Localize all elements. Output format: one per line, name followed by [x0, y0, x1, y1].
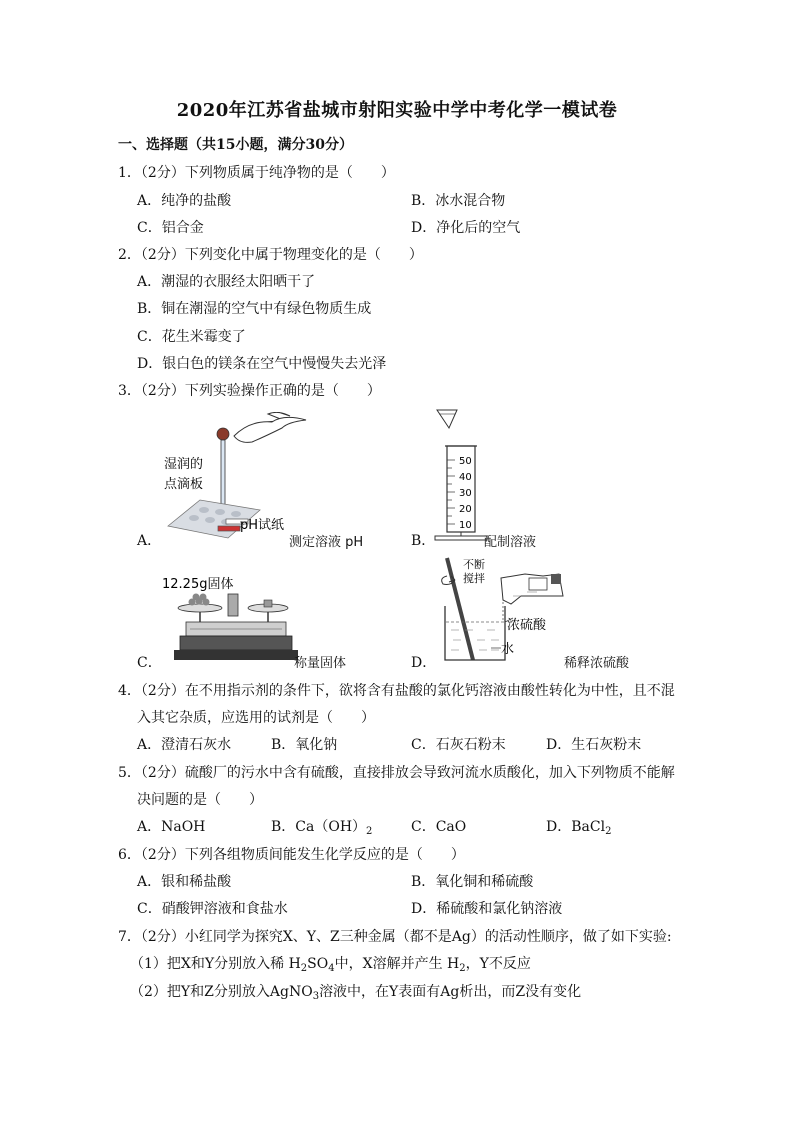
- question-6-stem: 6．（2分）下列各组物质间能发生化学反应的是（ ）: [118, 847, 465, 863]
- q3-option-d: D．: [411, 655, 437, 671]
- q2-option-b: B．铜在潮湿的空气中有绿色物质生成: [137, 301, 372, 317]
- page-title: 2020年江苏省盐城市射阳实验中学中考化学一模试卷: [176, 100, 618, 121]
- fig-c-label: 12.25g固体: [162, 577, 234, 592]
- q2-option-c: C．花生米霉变了: [137, 329, 246, 345]
- fig-d-acid-label: 浓硫酸: [507, 618, 547, 633]
- fig-d-water-label: 水: [501, 642, 515, 657]
- question-3-stem: 3．（2分）下列实验操作正确的是（ ）: [118, 383, 381, 399]
- fig-d-stir-2: 搅拌: [463, 572, 485, 585]
- fig-a-paper-label: pH试纸: [240, 518, 285, 533]
- question-2-stem: 2．（2分）下列变化中属于物理变化的是（ ）: [118, 247, 423, 263]
- question-7-stem: 7．（2分）小红同学为探究X、Y、Z三种金属（都不是Ag）的活动性顺序，做了如下实验:: [118, 929, 672, 945]
- q4-option-c: C．石灰石粉末: [411, 737, 506, 753]
- figure-cylinder: [425, 406, 495, 546]
- section-heading: 一、选择题（共15小题，满分30分）: [118, 137, 353, 153]
- fig-a-label-1: 湿润的: [164, 457, 204, 472]
- q4-option-a: A．澄清石灰水: [137, 737, 232, 753]
- fig-d-caption: 稀释浓硫酸: [564, 656, 630, 671]
- question-4-stem-line-2: 入其它杂质，应选用的试剂是（ ）: [137, 710, 375, 726]
- q2-option-d: D．银白色的镁条在空气中慢慢失去光泽: [137, 356, 387, 372]
- fig-c-caption: 称量固体: [294, 656, 347, 671]
- fig-a-caption: 测定溶液 pH: [289, 535, 364, 550]
- figure-dilution: [433, 556, 593, 666]
- q5-option-b: B．$Ca(OH)_2$: [271, 819, 373, 837]
- figure-balance: [160, 574, 300, 666]
- fig-b-caption: 配制溶液: [484, 535, 537, 550]
- q3-option-a: A．: [137, 533, 162, 549]
- q3-option-b: B．: [411, 533, 436, 549]
- q5-option-d: D．BaCl$_2$: [546, 819, 612, 837]
- q4-option-b: B．氧化钠: [271, 737, 338, 753]
- q4-option-d: D．生石灰粉末: [546, 737, 642, 753]
- q1-option-c: C．铝合金: [137, 220, 204, 236]
- q6-option-c: C．硝酸钾溶液和食盐水: [137, 901, 288, 917]
- fig-d-stir-1: 不断: [463, 558, 485, 571]
- q5-option-c: C．CaO: [411, 819, 467, 835]
- q6-option-d: D．稀硫酸和氯化钠溶液: [411, 901, 563, 917]
- fig-a-label-2: 点滴板: [164, 477, 204, 492]
- q1-option-a: A．纯净的盐酸: [137, 193, 232, 209]
- question-5-stem-line-2: 决问题的是（ ）: [137, 792, 263, 808]
- q7-step-1: （1）把X和Y分别放入稀 $H_2SO_4$中，X溶解并产生 $H_2$，Y不反应: [130, 956, 531, 974]
- cyl-tick-30: 30: [459, 488, 472, 499]
- q1-option-d: D．净化后的空气: [411, 220, 521, 236]
- q6-option-b: B．氧化铜和稀硫酸: [411, 874, 534, 890]
- q6-option-a: A．银和稀盐酸: [137, 874, 232, 890]
- cyl-tick-20: 20: [459, 504, 472, 515]
- q7-step-2: （2）把Y和Z分别放入AgNO$_3$溶液中，在Y表面有Ag析出，而Z没有变化: [130, 984, 582, 1002]
- q3-option-c: C．: [137, 655, 162, 671]
- question-4-stem-line-1: 4．（2分）在不用指示剂的条件下，欲将含有盐酸的氯化钙溶液由酸性转化为中性，且不混: [118, 683, 675, 699]
- question-1-stem: 1．（2分）下列物质属于纯净物的是（ ）: [118, 165, 395, 181]
- q1-option-b: B．冰水混合物: [411, 193, 506, 209]
- q5-option-a: A．NaOH: [137, 819, 206, 835]
- cyl-tick-50: 50: [459, 456, 472, 467]
- q2-option-a: A．潮湿的衣服经太阳晒干了: [137, 274, 316, 290]
- cyl-tick-10: 10: [459, 520, 472, 531]
- question-5-stem-line-1: 5．（2分）硫酸厂的污水中含有硫酸，直接排放会导致河流水质酸化，加入下列物质不能解: [118, 765, 675, 781]
- cyl-tick-40: 40: [459, 472, 472, 483]
- figure-ph-test: [160, 412, 390, 547]
